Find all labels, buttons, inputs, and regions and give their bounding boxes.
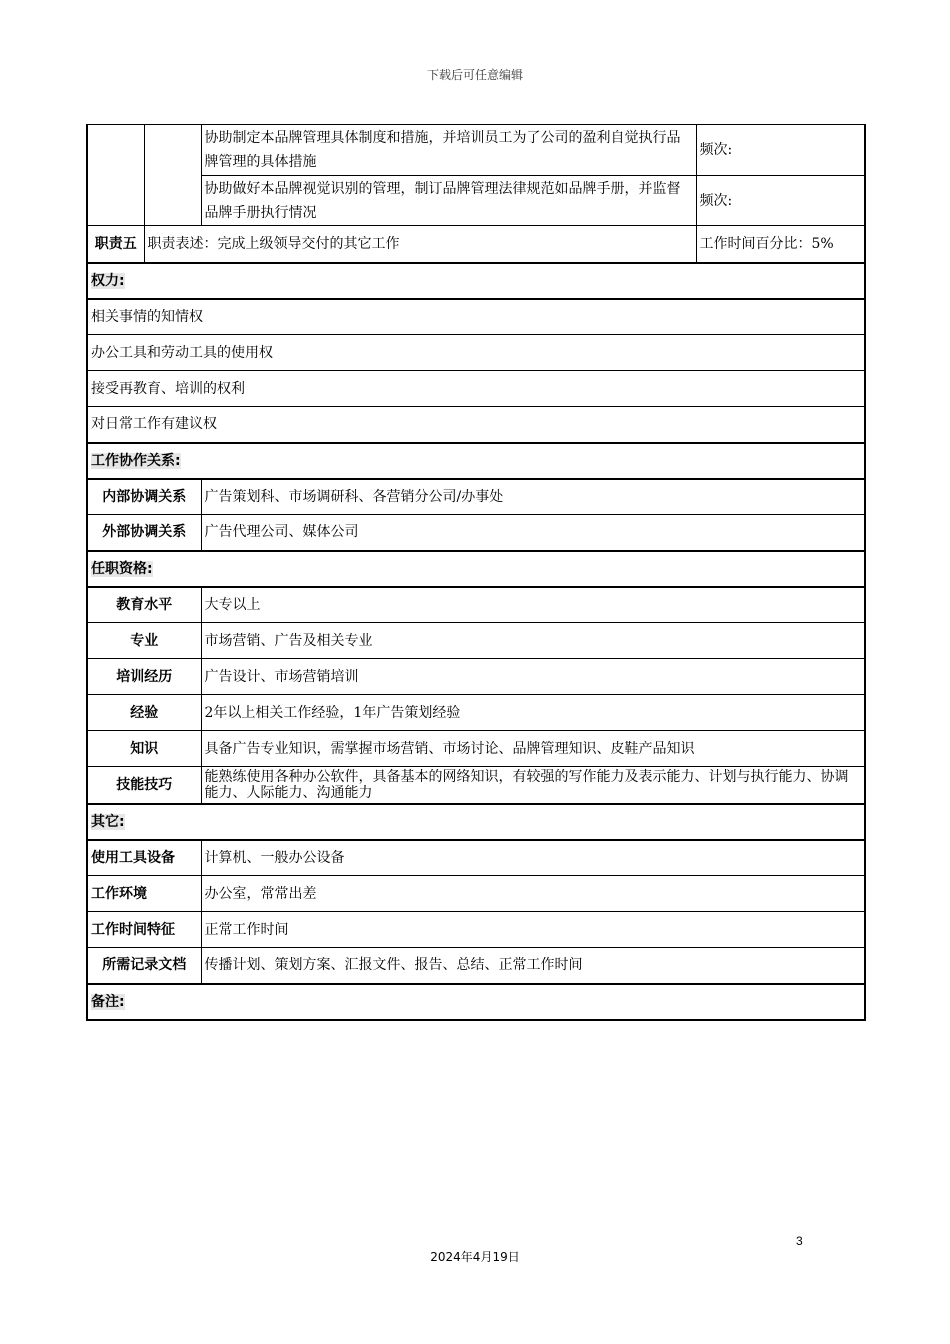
power-item: 接受再教育、培训的权利 — [87, 371, 865, 407]
other-value: 正常工作时间 — [201, 912, 865, 948]
duty-five-time-percentage: 工作时间百分比：5% — [696, 226, 865, 263]
duty-task-text: 协助做好本品牌视觉识别的管理，制订品牌管理法律规范如品牌手册，并监督品牌手册执行情况 — [201, 176, 696, 226]
power-item: 对日常工作有建议权 — [87, 407, 865, 443]
qualification-label: 教育水平 — [87, 587, 201, 623]
section-header-relations — [87, 443, 865, 479]
other-row — [87, 948, 865, 984]
page-number: 3 — [796, 1234, 803, 1248]
section-header-remarks — [87, 984, 865, 1020]
section-header-powers — [87, 263, 865, 299]
power-item: 办公工具和劳动工具的使用权 — [87, 335, 865, 371]
duty-task-row — [87, 176, 865, 226]
section-title: 权力: — [91, 272, 125, 289]
qualification-value: 能熟练使用各种办公软件，具备基本的网络知识，有较强的写作能力及表示能力、计划与执行能力、协调能力、人际能力、沟通能力 — [201, 767, 865, 804]
other-value: 办公室，常常出差 — [201, 876, 865, 912]
qualification-row — [87, 767, 865, 804]
other-value: 传播计划、策划方案、汇报文件、报告、总结、正常工作时间 — [201, 948, 865, 984]
power-item-row — [87, 299, 865, 335]
duty-task-text: 协助制定本品牌管理具体制度和措施，并培训员工为了公司的盈利自觉执行品牌管理的具体措施 — [201, 125, 696, 176]
other-row — [87, 912, 865, 948]
qualification-value: 市场营销、广告及相关专业 — [201, 623, 865, 659]
other-label: 所需记录文档 — [87, 948, 201, 984]
power-item-row — [87, 371, 865, 407]
qualification-label: 培训经历 — [87, 659, 201, 695]
duty-task-frequency: 频次: — [696, 125, 865, 176]
qualification-label: 经验 — [87, 695, 201, 731]
relation-label: 外部协调关系 — [87, 515, 201, 551]
qualification-row — [87, 731, 865, 767]
section-title: 其它: — [91, 813, 125, 830]
other-row — [87, 876, 865, 912]
qualification-row — [87, 695, 865, 731]
qualification-row — [87, 587, 865, 623]
duty-five-description: 职责表述：完成上级领导交付的其它工作 — [144, 226, 696, 263]
power-item-row — [87, 407, 865, 443]
duty-five-row — [87, 226, 865, 263]
relation-value: 广告代理公司、媒体公司 — [201, 515, 865, 551]
qualification-row — [87, 659, 865, 695]
other-value: 计算机、一般办公设备 — [201, 840, 865, 876]
section-header-others — [87, 804, 865, 840]
duty-task-frequency: 频次: — [696, 176, 865, 226]
qualification-value: 具备广告专业知识，需掌握市场营销、市场讨论、品牌管理知识、皮鞋产品知识 — [201, 731, 865, 767]
section-title: 备注: — [91, 993, 125, 1010]
relation-value: 广告策划科、市场调研科、各营销分公司/办事处 — [201, 479, 865, 515]
relation-label: 内部协调关系 — [87, 479, 201, 515]
duty-five-label: 职责五 — [87, 226, 144, 263]
qualification-label: 知识 — [87, 731, 201, 767]
relation-row — [87, 515, 865, 551]
relation-row — [87, 479, 865, 515]
qualification-row — [87, 623, 865, 659]
section-header-qualifications — [87, 551, 865, 587]
power-item: 相关事情的知情权 — [87, 299, 865, 335]
other-label: 工作时间特征 — [87, 912, 201, 948]
duty-label-cell-empty — [87, 125, 144, 226]
footer-date: 2024年4月19日 — [430, 1250, 520, 1264]
job-description-table — [86, 124, 866, 1021]
qualification-value: 广告设计、市场营销培训 — [201, 659, 865, 695]
duty-task-row — [87, 125, 865, 176]
qualification-value: 大专以上 — [201, 587, 865, 623]
other-row — [87, 840, 865, 876]
section-title: 任职资格: — [91, 560, 153, 577]
qualification-value: 2年以上相关工作经验，1年广告策划经验 — [201, 695, 865, 731]
qualification-label: 技能技巧 — [87, 767, 201, 804]
section-title: 工作协作关系: — [91, 452, 181, 469]
other-label: 使用工具设备 — [87, 840, 201, 876]
qualification-label: 专业 — [87, 623, 201, 659]
duty-desc-cell-empty — [144, 125, 201, 226]
other-label: 工作环境 — [87, 876, 201, 912]
header-note: 下载后可任意编辑 — [426, 68, 523, 82]
power-item-row — [87, 335, 865, 371]
